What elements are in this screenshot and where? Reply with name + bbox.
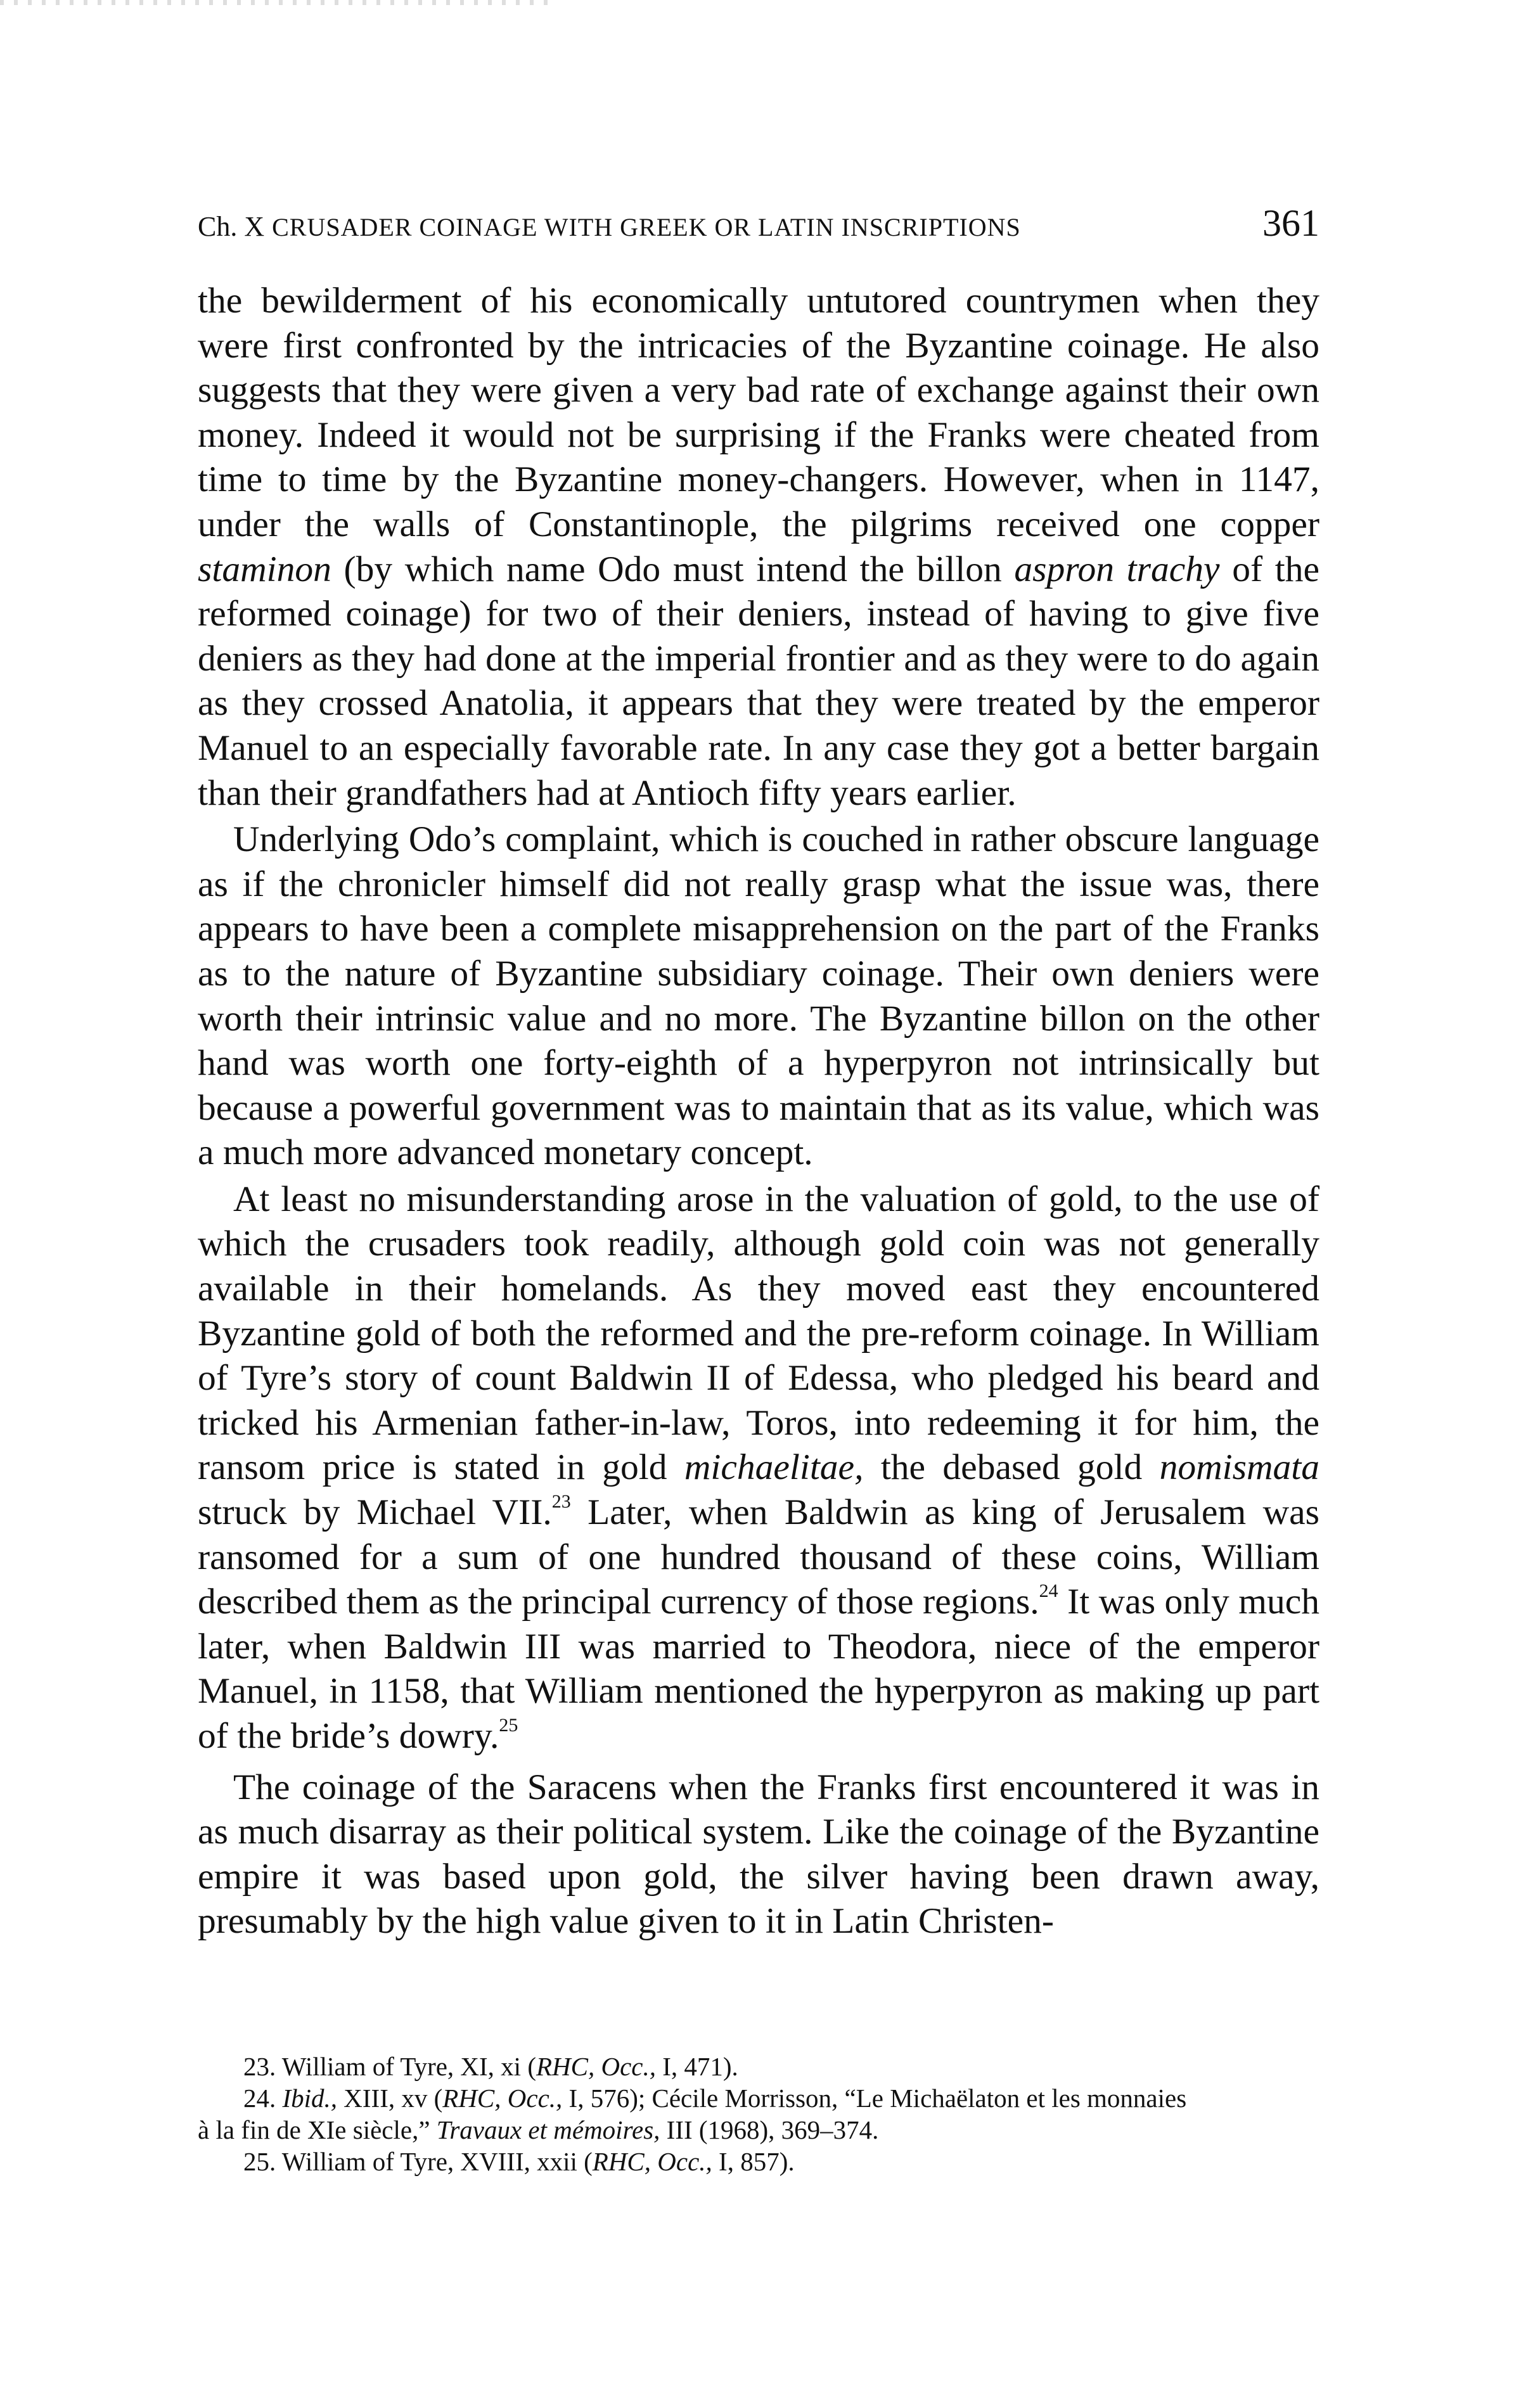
footnote-24: 24. Ibid., XIII, xv (RHC, Occ., I, 576); Cécile Morrisson, “Le Michaëlaton et les monnaies <box>243 2084 1187 2113</box>
footnotes <box>198 2051 1319 2177</box>
footnote-23: 23. William of Tyre, XI, xi (RHC, Occ., I, 471). <box>243 2052 738 2081</box>
chapter-label: Ch. X <box>198 211 265 242</box>
paragraph-4: The coinage of the Saracens when the Franks first encountered it was in as much disarray as their political system. Like the coinage of the Byzantine empire it was based upon gold, the silver having been drawn away, presumably by the high value given to it in Latin Christen- <box>198 1767 1319 1942</box>
paragraph-2: Underlying Odo’s complaint, which is couched in rather obscure language as if the chronicler himself did not really grasp what the issue was, there appears to have been a complete misapprehension on the part of the Franks as to the nature of Byzantine subsidiary coinage. Their own deniers were worth their intrinsic value and no more. The Byzantine billon on the other hand was worth one forty-eighth of a hyperpyron not intrinsically but because a powerful government was to maintain that as its value, which was a much more advanced monetary concept. <box>198 819 1319 1173</box>
page-number: 361 <box>1262 202 1319 244</box>
running-head <box>198 202 1319 245</box>
body-text <box>198 279 1319 1944</box>
footnote-ref-23: 23 <box>551 1491 571 1513</box>
footnote-24-continued: à la fin de XIe siècle,” Travaux et mémoires, III (1968), 369–374. <box>198 2115 879 2144</box>
paragraph-3: At least no misunderstanding arose in the valuation of gold, to the use of which the crusaders took readily, although gold coin was not generally available in their homelands. As they moved east they encountered Byzantine gold of both the reformed and the pre-reform coinage. In William of Tyre’s story of count Baldwin II of Edessa, who pledged his beard and tricked his Armenian father-in-law, Toros, into redeeming it for him, the ransom price is stated in gold michaelitae, the debased gold nomismata struck by Michael VII.$^{23}$ Later, when Baldwin as king of Jerusalem was ransomed for a sum of one hundred thousand of these coins, William described them as the principal currency of those regions.$^{24}$ It was only much later, when Baldwin III was married to Theodora, niece of the emperor Manuel, in 1158, that William mentioned the hyperpyron as making up part of the bride’s dowry.$^{25}$ <box>198 1179 1319 1756</box>
running-head-title <box>198 210 1021 243</box>
paragraph-1: the bewilderment of his economically untutored countrymen when they were first confronted by the intricacies of the Byzantine coinage. He also suggests that they were given a very bad rate of exchange against their own money. Indeed it would not be surprising if the Franks were cheated from time to time by the Byzantine money-changers. However, when in 1147, under the walls of Constantinople, the pilgrims received one copper staminon (by which name Odo must intend the billon aspron trachy of the reformed coinage) for two of their deniers, instead of having to give five deniers as they had done at the imperial frontier and as they were to do again as they crossed Anatolia, it appears that they were treated by the emperor Manuel to an especially favorable rate. In any case they got a better bargain than their grandfathers had at Antioch fifty years earlier. <box>198 281 1320 813</box>
footnote-25: 25. William of Tyre, XVIII, xxii (RHC, Occ., I, 857). <box>243 2147 795 2176</box>
footnote-ref-25: 25 <box>499 1715 518 1736</box>
scan-edge-marks <box>0 0 558 5</box>
footnote-ref-24: 24 <box>1039 1580 1058 1602</box>
chapter-title: CRUSADER COINAGE WITH GREEK OR LATIN INSCRIPTIONS <box>272 213 1021 241</box>
